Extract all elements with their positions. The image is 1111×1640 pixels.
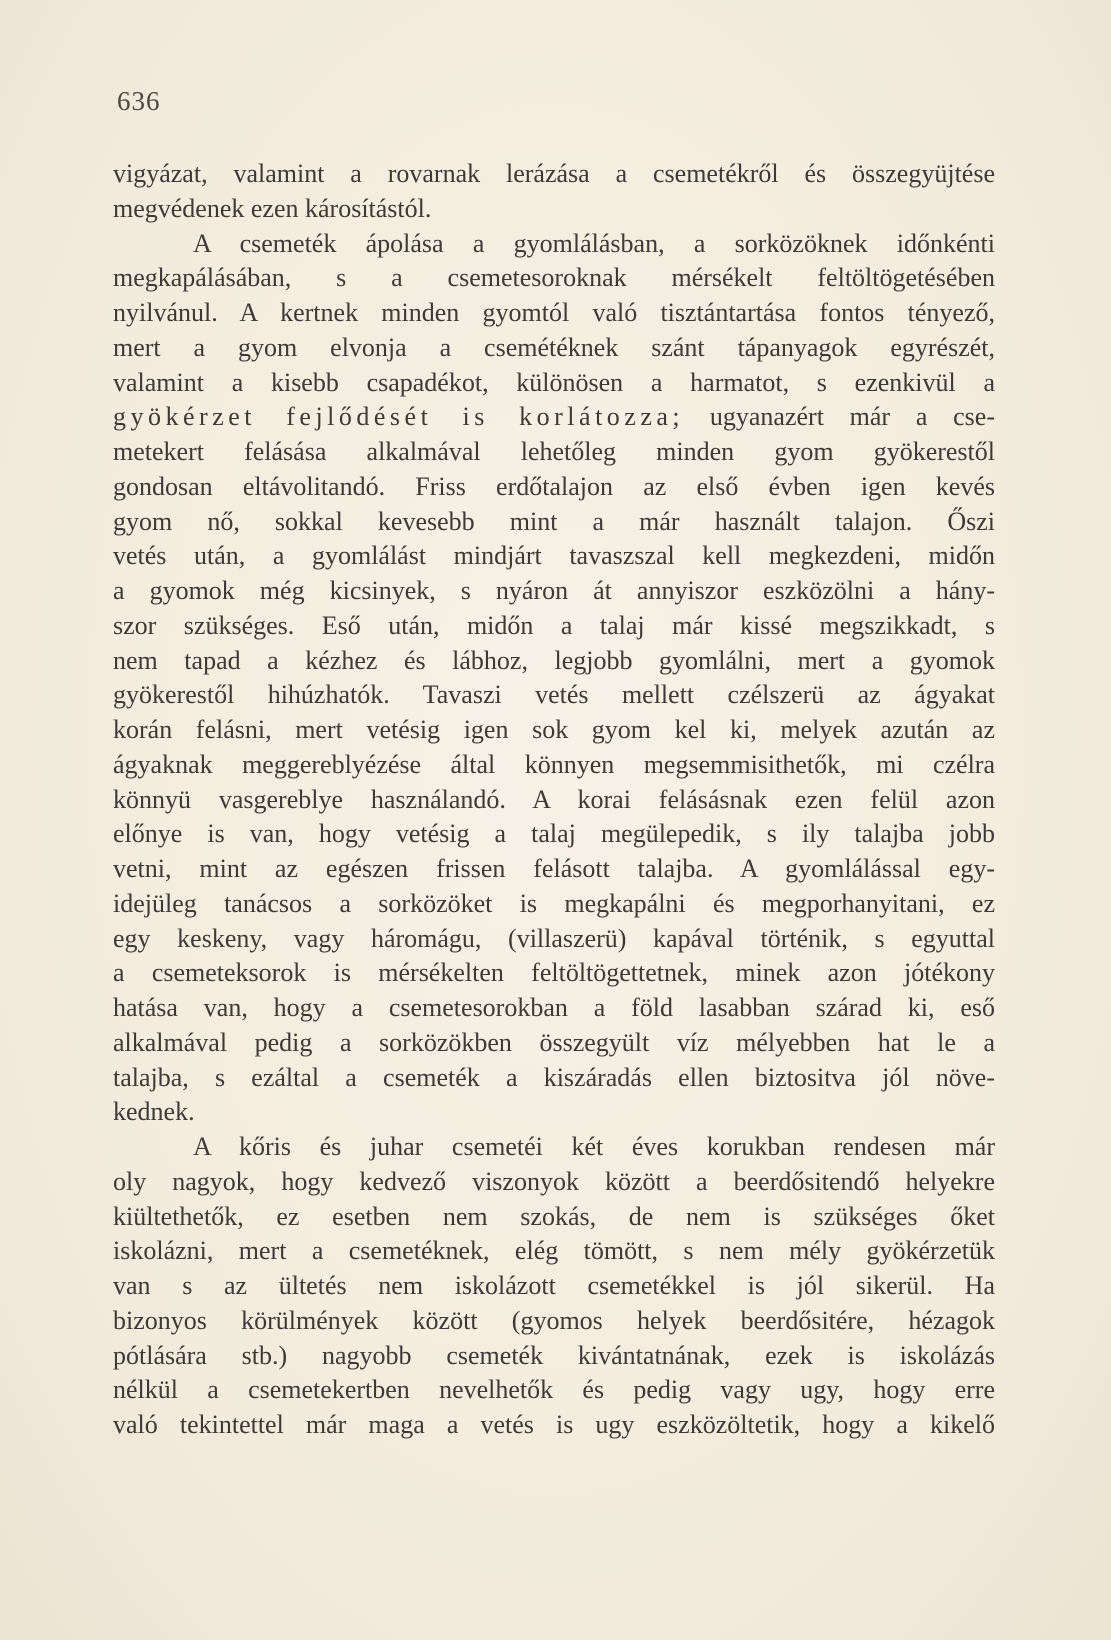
text-line: korán felásni, mert vetésig igen sok gyom kel ki, melyek azután az	[113, 715, 995, 744]
text-line: kiültethetők, ez esetben nem szokás, de nem is szükséges őket	[113, 1201, 995, 1231]
text-line: idejüleg tanácsos a sorközöket is megkapálni és megporhanyitani, ez	[113, 888, 995, 918]
text-line: pótlására stb.) nagyobb csemeték kivántatnának, ezek is iskolázás	[113, 1340, 995, 1370]
text-line: kednek.	[113, 1097, 195, 1127]
text-line: való tekintettel már maga a vetés is ugy eszközöltetik, hogy a kikelő	[113, 1410, 995, 1439]
text-line: iskolázni, mert a csemetéknek, elég tömött, s nem mély gyökérzetük	[113, 1236, 995, 1266]
text-line: vetés után, a gyomlálást mindjárt tavaszszal kell megkezdeni, midőn	[113, 541, 995, 571]
text-line: egy keskeny, vagy háromágu, (villaszerü) kapával történik, s egyuttal	[113, 923, 995, 953]
text-line: A csemeték ápolása a gyomlálásban, a sorközöknek időnkénti	[193, 228, 995, 258]
text-line: könnyü vasgereblye használandó. A korai felásásnak ezen felül azon	[113, 784, 995, 814]
text-line: megkapálásában, s a csemetesoroknak mérsékelt feltöltögetésében	[113, 263, 995, 293]
text-line: a csemeteksorok is mérsékelten feltöltögettetnek, minek azon jótékony	[113, 958, 995, 988]
text-line	[113, 400, 995, 435]
text-line: talajba, s ezáltal a csemeték a kiszáradás ellen biztositva jól növe-	[113, 1062, 995, 1092]
text-line: hatása van, hogy a csemetesorokban a föld lasabban szárad ki, eső	[113, 993, 995, 1022]
text-line: gyom nő, sokkal kevesebb mint a már használt talajon. Őszi	[113, 506, 995, 536]
text-line: nyilvánul. A kertnek minden gyomtól való tisztántartása fontos tényező,	[113, 298, 995, 327]
text-line: a gyomok még kicsinyek, s nyáron át annyiszor eszközölni a hány-	[113, 576, 995, 605]
text-line: megvédenek ezen károsítástól.	[113, 193, 432, 223]
text-line: mert a gyom elvonja a csemétéknek szánt tápanyagok egyrészét,	[113, 332, 995, 362]
text-line: szor szükséges. Eső után, midőn a talaj már kissé megszikkadt, s	[113, 610, 995, 640]
text-line: metekert felásása alkalmával lehetőleg minden gyom gyökerestől	[113, 437, 995, 466]
text-line: előnye is van, hogy vetésig a talaj megülepedik, s ily talajba jobb	[113, 819, 995, 849]
text-line: nélkül a csemetekertben nevelhetők és pedig vagy ugy, hogy erre	[113, 1375, 995, 1405]
text-line: valamint a kisebb csapadékot, különösen a harmatot, s ezenkivül a	[113, 367, 995, 397]
text-line: nem tapad a kézhez és lábhoz, legjobb gyomlálni, mert a gyomok	[113, 645, 995, 675]
text-line: gyökerestől hihúzhatók. Tavaszi vetés mellett czélszerü az ágyakat	[113, 680, 995, 710]
text-line: oly nagyok, hogy kedvező viszonyok között a beerdősitendő helyekre	[113, 1166, 995, 1196]
text-line: ágyaknak meggereblyézése által könnyen megsemmisithetők, mi czélra	[113, 749, 995, 779]
text-line: gondosan eltávolitandó. Friss erdőtalajon az első évben igen kevés	[113, 471, 995, 501]
text-line-rest: ugyanazért már a cse-	[684, 402, 995, 432]
text-line: vigyázat, valamint a rovarnak lerázása a csemetékről és összegyüjtése	[113, 159, 995, 188]
text-line: bizonyos körülmények között (gyomos helyek beerdősitére, hézagok	[113, 1305, 995, 1335]
text-line: alkalmával pedig a sorközökben összegyült víz mélyebben hat le a	[113, 1027, 995, 1057]
text-line: A kőris és juhar csemetéi két éves korukban rendesen már	[193, 1132, 995, 1161]
text-line: van s az ültetés nem iskolázott csemetékkel is jól sikerül. Ha	[113, 1271, 995, 1300]
text-line: vetni, mint az egészen frissen felásott talajba. A gyomlálással egy-	[113, 854, 995, 883]
page-number: 636	[117, 86, 161, 116]
emphasized-text: gyökérzet fejlődését is korlátozza;	[113, 402, 685, 432]
body-text	[113, 157, 995, 1443]
